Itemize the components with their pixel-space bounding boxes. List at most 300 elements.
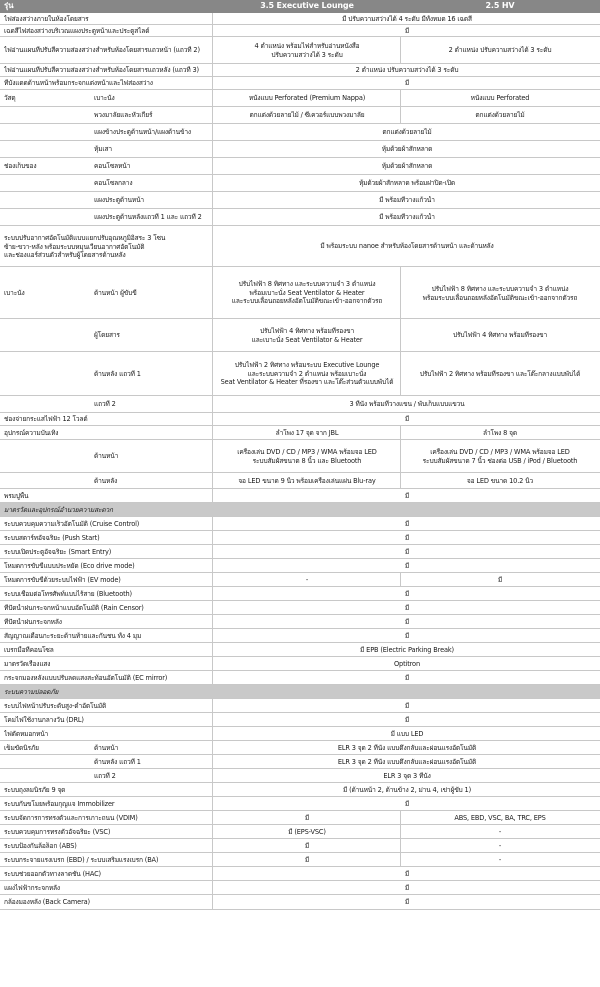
spec-row — [0, 699, 600, 713]
spec-value-both — [214, 800, 600, 809]
spec-value-both — [214, 632, 600, 641]
spec-row — [0, 141, 600, 158]
spec-value-both — [214, 758, 600, 767]
spec-value-executive — [214, 814, 400, 823]
spec-value-both — [214, 15, 600, 24]
spec-label-line: ที่ปัดน้ำฝนกระจกหน้าแบบอัตโนมัติ (Rain Censor) — [4, 604, 144, 612]
spec-value-both — [214, 562, 600, 571]
spec-value-both-line: มี — [404, 800, 410, 808]
spec-label-line: เบรกมือที่คอนโซล — [4, 646, 54, 654]
spec-sublabel-line: ด้านหลัง แถวที่ 1 — [94, 370, 141, 378]
spec-sublabel-line: แถวที่ 2 — [94, 400, 116, 408]
spec-label-line: ระบบถุงลมนิรภัย 9 จุด — [4, 786, 66, 794]
spec-row — [0, 124, 600, 141]
spec-value-both — [214, 716, 600, 725]
column-divider — [400, 825, 401, 839]
spec-value-executive-line: ลำโพง 17 จุด จาก JBL — [275, 429, 339, 437]
spec-value-both — [214, 213, 600, 222]
column-divider — [212, 226, 213, 267]
column-divider — [400, 440, 401, 473]
spec-value-hybrid-line: จอ LED ขนาด 10.2 นิ้ว — [466, 477, 534, 485]
spec-value-both — [214, 604, 600, 613]
spec-value-executive — [214, 576, 400, 585]
spec-label-line: กล้องมองหลัง (Back Camera) — [4, 898, 90, 906]
spec-row — [0, 319, 600, 352]
spec-value-executive-line: และระบบความจำ 2 ตำแหน่ง พร้อมเบาะนั่ง — [247, 369, 367, 378]
column-divider — [212, 192, 213, 209]
column-divider — [212, 643, 213, 657]
spec-label-line: ระบบไฟหน้าปรับระดับสูง-ต่ำอัตโนมัติ — [4, 702, 107, 710]
spec-value-both — [214, 772, 600, 781]
spec-row — [0, 37, 600, 64]
spec-value-both-line: มี — [404, 520, 410, 528]
spec-value-both — [214, 730, 600, 739]
spec-sublabel — [94, 111, 211, 120]
spec-label-line: เข็มขัดนิรภัย — [4, 744, 39, 752]
spec-value-both — [214, 162, 600, 171]
spec-label-line: ระบบช่วยออกตัวทางลาดชัน (HAC) — [4, 870, 101, 878]
spec-label — [4, 674, 210, 683]
spec-value-hybrid-line: ปรับไฟฟ้า 8 ทิศทาง และระบบความจำ 3 ตำแหน่ง — [431, 285, 569, 293]
spec-value-hybrid-line: 2 ตำแหน่ง ปรับความสว่างได้ 3 ระดับ — [448, 46, 552, 54]
spec-label-line: กระจกมองหลังแบบปรับลดแสงสะท้อนอัตโนมัติ (EC mirror) — [4, 674, 168, 682]
section-title-line: ระบบความปลอดภัย — [4, 688, 59, 696]
spec-row — [0, 158, 600, 175]
spec-value-executive — [214, 111, 400, 120]
spec-sublabel-line: แถวที่ 2 — [94, 772, 116, 780]
column-divider — [212, 531, 213, 545]
spec-value-both — [214, 145, 600, 154]
spec-value-hybrid — [400, 576, 600, 585]
spec-label — [4, 520, 210, 529]
spec-value-both — [214, 548, 600, 557]
column-divider — [212, 267, 213, 319]
spec-value-both-line: มี พร้อมที่วางแก้วน้ำ — [379, 196, 435, 204]
spec-label — [4, 562, 210, 571]
spec-value-executive-line: มี — [304, 856, 310, 864]
spec-value-executive — [214, 327, 400, 344]
spec-row — [0, 396, 600, 413]
header-executive-lounge: 3.5 Executive Lounge — [260, 2, 354, 10]
spec-value-both-line: มี — [404, 870, 410, 878]
spec-value-executive — [214, 477, 400, 486]
spec-label — [4, 492, 210, 501]
spec-value-both-line: 2 ตำแหน่ง ปรับความสว่างได้ 3 ระดับ — [355, 66, 459, 74]
column-divider — [400, 267, 401, 319]
spec-value-executive — [214, 856, 400, 865]
spec-value-executive-line: ปรับไฟฟ้า 8 ทิศทาง และระบบความจำ 3 ตำแหน่ง — [238, 280, 376, 288]
spec-label — [4, 702, 210, 711]
spec-value-both — [214, 618, 600, 627]
section-header — [0, 685, 600, 699]
header-model: รุ่น — [4, 2, 14, 10]
spec-sublabel — [94, 179, 211, 188]
spec-value-hybrid — [400, 370, 600, 379]
spec-label-line: ไฟอ่านแผนที่ปรับสีความส่องสว่างสำหรับห้องโดยสารแถวหน้า (แถวที่ 2) — [4, 46, 200, 54]
column-divider — [400, 839, 401, 853]
spec-value-executive — [214, 429, 400, 438]
spec-label-line: ช่องจ่ายกระแสไฟฟ้า 12 โวลต์ — [4, 415, 88, 423]
spec-row — [0, 797, 600, 811]
section-header — [0, 503, 600, 517]
spec-value-executive-line: ระบบสัมผัสขนาด 8 นิ้ว และ Bluetooth — [252, 456, 362, 465]
column-divider — [212, 545, 213, 559]
spec-row — [0, 825, 600, 839]
spec-value-executive — [214, 280, 400, 306]
spec-label — [4, 856, 210, 865]
spec-row — [0, 559, 600, 573]
column-divider — [212, 601, 213, 615]
column-divider — [212, 141, 213, 158]
spec-value-both-line: มี — [404, 27, 410, 35]
spec-row — [0, 573, 600, 587]
spec-row — [0, 853, 600, 867]
column-divider — [212, 727, 213, 741]
column-divider — [212, 319, 213, 352]
spec-label — [4, 15, 210, 24]
spec-value-both-line: มี — [404, 632, 410, 640]
spec-label-line: ระบบสตาร์ทอัจฉริยะ (Push Start) — [4, 534, 100, 542]
spec-value-both — [214, 660, 600, 669]
spec-value-hybrid-line: มี — [497, 576, 503, 584]
spec-label — [4, 534, 210, 543]
spec-row — [0, 440, 600, 473]
header-hybrid: 2.5 HV — [485, 2, 515, 10]
spec-label-line: ไฟส่องสว่างภายในห้องโดยสาร — [4, 15, 89, 23]
spec-row — [0, 473, 600, 489]
spec-value-both-line: มี (ด้านหน้า 2, ด้านข้าง 2, ม่าน 4, เข่าผู้ขับ 1) — [342, 786, 472, 794]
spec-value-both-line: มี EPB (Electric Parking Break) — [360, 646, 454, 654]
column-divider — [212, 895, 213, 910]
spec-value-executive-line: Seat Ventilator & Heater ที่รองขา และโต๊ะส่วนตัวแบบพับได้ — [220, 378, 394, 386]
column-divider — [212, 489, 213, 503]
spec-row — [0, 90, 600, 107]
spec-value-executive-line: - — [305, 576, 309, 584]
spec-value-both-line: มี — [404, 702, 410, 710]
spec-row — [0, 657, 600, 671]
spec-label-line: ที่บังแดดด้านหน้าพร้อมกระจกแต่งหน้าและไฟส่องสว่าง — [4, 79, 153, 87]
spec-sublabel — [94, 145, 211, 154]
spec-sublabel-line: หุ้มเสา — [94, 145, 112, 153]
column-divider — [212, 629, 213, 643]
row-divider — [0, 909, 600, 910]
spec-label — [4, 79, 210, 88]
spec-label-line: ไฟตัดหมอกหน้า — [4, 730, 49, 738]
spec-value-both-line: ตกแต่งด้วยลายไม้ — [382, 128, 432, 136]
spec-value-both-line: มี — [404, 415, 410, 423]
spec-value-hybrid — [400, 448, 600, 465]
spec-value-both-line: มี — [404, 618, 410, 626]
spec-label-line: ไฟอ่านแผนที่ปรับสีความส่องสว่างสำหรับห้องโดยสารแถวหลัง (แถวที่ 3) — [4, 66, 199, 74]
spec-value-both-line: มี — [404, 884, 410, 892]
spec-value-both — [214, 884, 600, 893]
spec-row — [0, 209, 600, 226]
spec-value-hybrid-line: ระบบสัมผัสขนาด 7 นิ้ว ช่องต่อ USB / iPod / Bluetooth — [422, 456, 578, 465]
spec-row — [0, 267, 600, 319]
column-divider — [400, 90, 401, 107]
spec-value-both-line: หุ้มด้วยผ้าสักหลาด — [381, 145, 433, 153]
spec-sublabel — [94, 331, 211, 340]
spec-value-executive-line: ปรับความสว่างได้ 3 ระดับ — [271, 50, 343, 59]
spec-value-both-line: มี — [404, 604, 410, 612]
column-divider — [212, 797, 213, 811]
spec-label-line: และช่องแอร์ส่วนตัวสำหรับผู้โดยสารด้านหลัง — [4, 251, 126, 259]
spec-value-both — [214, 646, 600, 655]
spec-value-both — [214, 674, 600, 683]
column-divider — [400, 811, 401, 825]
spec-value-executive — [214, 448, 400, 465]
spec-value-both-line: 3 ที่นั่ง พร้อมที่วางแขน / พับเก็บแบบแขวน — [349, 400, 465, 408]
spec-label-line: พรมปูพื้น — [4, 492, 29, 500]
spec-label — [4, 800, 210, 809]
column-divider — [212, 158, 213, 175]
spec-row — [0, 587, 600, 601]
spec-value-executive-line: และเบาะนั่ง Seat Ventilator & Heater — [251, 335, 363, 344]
spec-value-hybrid — [400, 285, 600, 302]
spec-label — [4, 46, 210, 55]
spec-row — [0, 426, 600, 440]
spec-value-both-line: มี — [404, 590, 410, 598]
spec-value-hybrid — [400, 477, 600, 486]
spec-sublabel-line: ด้านหลัง — [94, 477, 118, 485]
spec-value-hybrid-line: เครื่องเล่น DVD / CD / MP3 / WMA พร้อมจอ LED — [430, 448, 570, 456]
spec-label-line: ระบบกระจายแรงเบรก (EBD) / ระบบเสริมแรงเบรก (BA) — [4, 856, 159, 864]
spec-value-hybrid — [400, 842, 600, 851]
spec-label — [4, 730, 210, 739]
spec-row — [0, 867, 600, 881]
spec-value-executive-line: ตกแต่งด้วยลายไม้ / ซีเควอร์แบบพวงมาลัย — [249, 111, 365, 119]
spec-label-line: ระบบจัดการการทรงตัวและการเกาะถนน (VDIM) — [4, 814, 138, 822]
spec-label-line: โคมไฟใช้งานกลางวัน (DRL) — [4, 716, 84, 724]
spec-value-hybrid-line: พร้อมระบบเลื่อนถอยหลังอัตโนมัติขณะเข้า-ออกจากตัวรถ — [422, 293, 578, 302]
spec-sublabel-line: เบาะนั่ง — [94, 94, 115, 102]
spec-label — [4, 716, 210, 725]
spec-row — [0, 192, 600, 209]
spec-row — [0, 352, 600, 396]
spec-value-both-line: มี ปรับความสว่างได้ 4 ระดับ มีทั้งหมด 16 เฉดสี — [342, 15, 472, 23]
spec-sublabel — [94, 289, 211, 298]
spec-value-executive-line: มี — [304, 842, 310, 850]
spec-sublabel — [94, 128, 211, 137]
spec-sublabel — [94, 162, 211, 171]
spec-label — [4, 27, 210, 36]
spec-sublabel-line: ด้านหลัง แถวที่ 1 — [94, 758, 141, 766]
spec-sublabel — [94, 213, 211, 222]
column-divider — [400, 37, 401, 64]
spec-row — [0, 895, 600, 910]
spec-value-executive-line: เครื่องเล่น DVD / CD / MP3 / WMA พร้อมจอ LED — [237, 448, 377, 456]
column-divider — [212, 839, 213, 853]
spec-label — [4, 660, 210, 669]
spec-row — [0, 175, 600, 192]
spec-sublabel — [94, 477, 211, 486]
spec-sublabel-line: ด้านหน้า — [94, 744, 119, 752]
spec-value-both — [214, 870, 600, 879]
column-divider — [212, 587, 213, 601]
column-divider — [212, 615, 213, 629]
spec-value-executive-line: หนังแบบ Perforated (Premium Nappa) — [248, 94, 366, 102]
column-divider — [400, 473, 401, 489]
spec-value-hybrid — [400, 111, 600, 120]
spec-sublabel-line: ผู้โดยสาร — [94, 331, 120, 339]
spec-label — [4, 590, 210, 599]
spec-value-both-line: มี — [404, 548, 410, 556]
spec-value-executive — [214, 361, 400, 387]
spec-value-both — [214, 242, 600, 251]
spec-label — [4, 632, 210, 641]
section-title — [4, 506, 404, 515]
spec-value-hybrid-line: - — [498, 842, 502, 850]
spec-value-executive — [214, 842, 400, 851]
spec-sublabel — [94, 758, 211, 767]
spec-label-line: อุปกรณ์ความบันเทิง — [4, 429, 59, 437]
spec-value-hybrid-line: ABS, EBD, VSC, BA, TRC, EPS — [454, 814, 546, 822]
column-divider — [212, 867, 213, 881]
spec-value-both — [214, 128, 600, 137]
spec-value-hybrid-line: ปรับไฟฟ้า 2 ทิศทาง พร้อมที่รองขา และโต๊ะกลางแบบพับได้ — [419, 370, 581, 378]
spec-label-line: เฉดสีไฟส่องสว่างบริเวณแผงประตูหน้าและประตูสไลด์ — [4, 27, 150, 35]
spec-label — [4, 604, 210, 613]
spec-value-both — [214, 27, 600, 36]
spec-label — [4, 576, 210, 585]
spec-value-executive — [214, 94, 400, 103]
spec-value-both — [214, 415, 600, 424]
spec-value-both — [214, 744, 600, 753]
spec-sublabel — [94, 744, 211, 753]
column-divider — [212, 671, 213, 685]
spec-value-executive — [214, 42, 400, 59]
spec-value-both-line: มี — [404, 492, 410, 500]
spec-row — [0, 643, 600, 657]
spec-sublabel-line: ด้านหน้า ผู้ขับขี่ — [94, 289, 137, 297]
spec-sublabel — [94, 772, 211, 781]
column-divider — [212, 559, 213, 573]
column-divider — [212, 713, 213, 727]
spec-row — [0, 839, 600, 853]
column-divider — [400, 107, 401, 124]
spec-value-both-line: หุ้มด้วยผ้าสักหลาด พร้อมฝาปิด-เปิด — [358, 179, 456, 187]
spec-value-hybrid — [400, 814, 600, 823]
spec-row — [0, 517, 600, 531]
spec-value-both — [214, 196, 600, 205]
spec-value-both-line: มี แบบ LED — [390, 730, 424, 738]
spec-value-executive-line: พร้อมเบาะนั่ง Seat Ventilator & Heater — [249, 288, 365, 297]
spec-value-both-line: มี — [404, 562, 410, 570]
spec-row — [0, 629, 600, 643]
spec-row — [0, 881, 600, 895]
spec-value-executive-line: มี (EPS-VSC) — [288, 828, 326, 836]
column-divider — [212, 517, 213, 531]
spec-value-hybrid — [400, 331, 600, 340]
spec-label-line: ระบบกันขโมยพร้อมกุญแจ Immobilizer — [4, 800, 115, 808]
spec-value-both-line: Optitron — [394, 660, 420, 668]
column-divider — [212, 881, 213, 895]
spec-row — [0, 713, 600, 727]
spec-label — [4, 842, 210, 851]
column-divider — [212, 853, 213, 867]
spec-value-both-line: มี — [404, 79, 410, 87]
table-header — [0, 0, 600, 13]
spec-value-hybrid — [400, 856, 600, 865]
spec-value-both — [214, 786, 600, 795]
spec-label-line: เบาะนั่ง — [4, 289, 25, 297]
spec-value-hybrid — [400, 94, 600, 103]
spec-label-line: ระบบปรับอากาศอัตโนมัติแบบแยกปรับอุณหภูมิอิสระ 3 โซน — [4, 234, 166, 242]
spec-label-line: ช่องเก็บของ — [4, 162, 37, 170]
column-divider — [212, 473, 213, 489]
spec-sublabel-line: พวงมาลัยและหัวเกียร์ — [94, 111, 153, 119]
spec-label-line: มาตรวัดเรืองแสง — [4, 660, 51, 668]
spec-row — [0, 601, 600, 615]
spec-label — [4, 744, 92, 753]
spec-value-both-line: มี พร้อมที่วางแก้วน้ำ — [379, 213, 435, 221]
spec-value-both — [214, 898, 600, 907]
section-title — [4, 688, 404, 697]
spec-value-executive — [214, 828, 400, 837]
column-divider — [212, 769, 213, 783]
column-divider — [212, 440, 213, 473]
spec-row — [0, 769, 600, 783]
spec-value-hybrid-line: ปรับไฟฟ้า 4 ทิศทาง พร้อมที่รองขา — [452, 331, 548, 339]
spec-label-line: ระบบเชื่อมต่อโทรศัพท์แบบไร้สาย (Bluetooth) — [4, 590, 132, 598]
spec-value-hybrid-line: ตกแต่งด้วยลายไม้ — [475, 111, 525, 119]
spec-value-both-line: มี — [404, 898, 410, 906]
spec-label-line: ซ้าย-ขวา-หลัง พร้อมระบบหมุนเวียนอากาศอัตโนมัติ — [4, 242, 145, 251]
spec-value-both — [214, 520, 600, 529]
spec-label-line: ระบบเปิดประตูอัจฉริยะ (Smart Entry) — [4, 548, 112, 556]
spec-row — [0, 107, 600, 124]
spec-label — [4, 898, 210, 907]
column-divider — [212, 175, 213, 192]
spec-label — [4, 814, 210, 823]
column-divider — [212, 37, 213, 64]
column-divider — [400, 426, 401, 440]
spec-sublabel — [94, 196, 211, 205]
section-title-line: มาตรวัดและอุปกรณ์อำนวยความสะดวก — [4, 506, 113, 514]
spec-value-executive-line: มี — [304, 814, 310, 822]
spec-row — [0, 226, 600, 267]
column-divider — [212, 107, 213, 124]
spec-label-line: ระบบป้องกันล้อล็อก (ABS) — [4, 842, 77, 850]
spec-value-hybrid — [400, 828, 600, 837]
spec-row — [0, 489, 600, 503]
spec-value-both — [214, 702, 600, 711]
spec-label — [4, 646, 210, 655]
spec-value-hybrid — [400, 46, 600, 55]
spec-label — [4, 870, 210, 879]
spec-value-both — [214, 492, 600, 501]
spec-sublabel-line: คอนโซลกลาง — [94, 179, 133, 187]
spec-row — [0, 671, 600, 685]
spec-sublabel — [94, 370, 211, 379]
spec-value-both — [214, 590, 600, 599]
spec-label — [4, 94, 92, 103]
spec-value-hybrid-line: ลำโพง 8 จุด — [482, 429, 518, 437]
spec-sublabel-line: คอนโซลหน้า — [94, 162, 131, 170]
spec-label-line: โหมดการขับขี่ด้วยระบบไฟฟ้า (EV mode) — [4, 576, 121, 584]
spec-value-both-line: ELR 3 จุด 2 ที่นั่ง แบบดึงกลับและผ่อนแรงอัตโนมัติ — [337, 744, 477, 752]
spec-row — [0, 741, 600, 755]
spec-sublabel-line: แผงข้างประตูด้านหน้า/แผงด้านข้าง — [94, 128, 191, 136]
spec-row — [0, 727, 600, 741]
spec-label — [4, 66, 210, 75]
spec-value-hybrid-line: - — [498, 828, 502, 836]
spec-value-both — [214, 79, 600, 88]
column-divider — [212, 657, 213, 671]
spec-value-executive-line: 4 ตำแหน่ง พร้อมไฟสำหรับอ่านหนังสือ — [254, 42, 360, 50]
spec-value-both-line: หุ้มด้วยผ้าสักหลาด — [381, 162, 433, 170]
column-divider — [212, 825, 213, 839]
